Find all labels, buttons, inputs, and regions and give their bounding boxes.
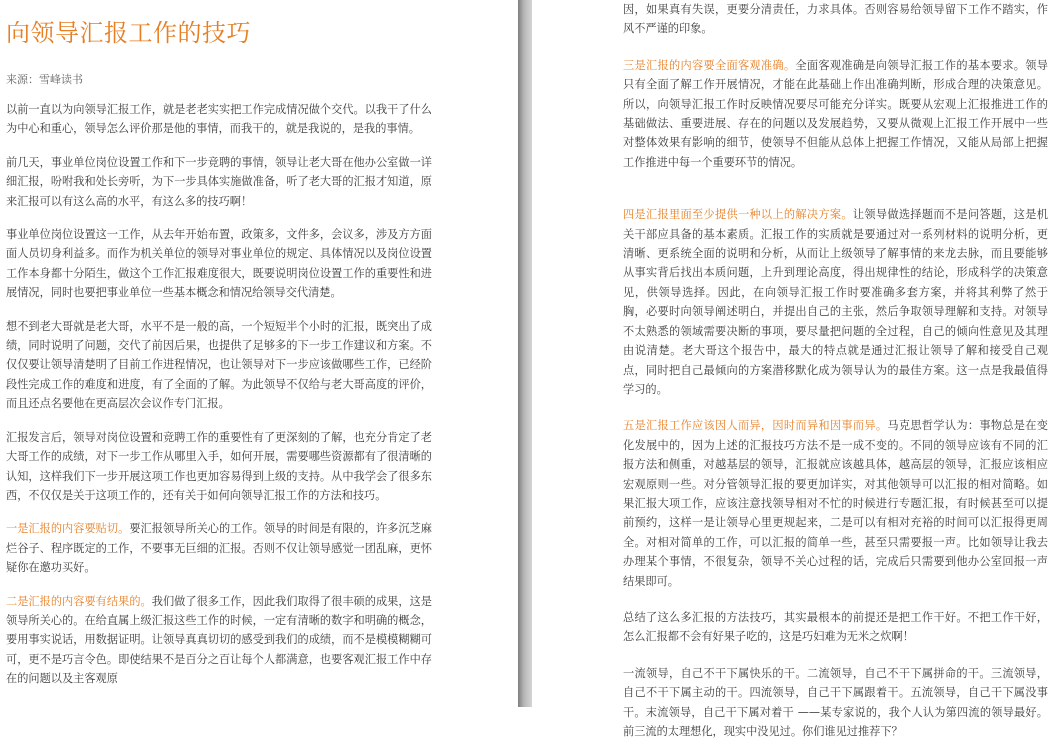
paragraph: 汇报发言后，领导对岗位设置和竞聘工作的重要性有了更深刻的了解，也充分肯定了老大哥工作的成绩，对下一步工作从哪里入手，如何开展，需要哪些资源都有了很清晰的认知，这样我们下一步开展这项工作也更加容易得到上级的支持。从中我学会了很多东西，不仅仅是关于这项工作的，还有关于如何向领导汇报工作的方法和技巧。 [6, 430, 432, 502]
article-source: 来源：雪峰读书 [6, 73, 83, 86]
paragraph-point-three: 三是汇报的内容要全面客观准确。全面客观准确是向领导汇报工作的基本要求。领导只有全面了解工作开展情况，才能在此基础上作出准确判断，形成合理的决策意见。所以，向领导汇报工作时反映情况要尽可能充分详实。既要从宏观上汇报推进工作的基础做法、重要进展、存在的问题以及发展趋势，又要从微观上汇报工作开展中一些对整体效果有影响的细节，使领导不但能从总体上把握工作情况，又能从局部上把握工作推进中每一个重要环节的情况。 [623, 58, 1048, 169]
paragraph-point-two: 二是汇报的内容要有结果的。我们做了很多工作，因此我们取得了很丰硕的成果，这是领导所关心的。在给直属上级汇报这些工作的时候，一定有清晰的数字和明确的概念，要用事实说话，用数据证明。让领导真真切切的感受到我们的成绩，而不是模模糊糊可可，更不是巧言令色。即使结果不是百分之百让每个人都满意，也要客观汇报工作中存在的问题以及主客观原 [6, 594, 432, 686]
paragraph: 事业单位岗位设置这一工作，从去年开始布置，政策多，文件多，会议多，涉及方方面面人员切身利益多。而作为机关单位的领导对事业单位的规定、具体情况以及岗位设置工作本身都十分陌生，做这个工作汇报难度很大，既要说明岗位设置工作的重要性和进展情况，同时也要把事业单位一些基本概念和情况给领导交代清楚。 [6, 228, 432, 300]
paragraph-point-four: 四是汇报里面至少提供一种以上的解决方案。让领导做选择题而不是问答题，这是机关干部应具备的基本素质。汇报工作的实质就是要通过对一系列材料的说明分析，更清晰、更系统全面的说明和分析，从而让上级领导了解事情的来龙去脉，而且要能够从事实背后找出本质问题，上升到理论高度，得出规律性的结论，形成科学的决策意见，供领导选择。因此，在向领导汇报工作时要准确多套方案，并将其利弊了然于胸，必要时向领导阐述明白，并提出自己的主张，然后争取领导理解和支持。对领导不太熟悉的领域需要决断的事项，要尽量把问题的全过程，自己的倾向性意见及其理由说清楚。老大哥这个报告中，最大的特点就是通过汇报让领导了解和接受自己观点，同时把自己最倾向的方案潜移默化成为领导认为的最佳方案。这一点是我最值得学习的。 [623, 208, 1048, 396]
paragraph: 一流领导，自己不干下属快乐的干。二流领导，自己不干下属拼命的干。三流领导，自己不干下属主动的干。四流领导，自己干下属跟着干。五流领导，自己干下属没事干。末流领导，自己干下属对着干 ——某专家说的，我个人认为第四流的领导最好。 前三流的太理想化，现实中没见过。你们谁见过推荐下？ [623, 666, 1048, 738]
blank-line [623, 189, 1048, 205]
article-title: 向领导汇报工作的技巧 [6, 19, 251, 47]
paragraph: 以前一直以为向领导汇报工作，就是老老实实把工作完成情况做个交代。以我干了什么为中心和重心，领导怎么评价那是他的事情，而我干的，就是我说的，是我的事情。 [6, 103, 432, 136]
paragraph-point-one: 一是汇报的内容要贴切。要汇报领导所关心的工作。领导的时间是有限的，许多沉芝麻烂谷子、程序既定的工作，不要事无巨细的汇报。否则不仅让领导感觉一团乱麻，更怀疑你在邀功买好。 [6, 522, 432, 575]
paragraph-point-five: 五是汇报工作应该因人而异，因时而异和因事而异。马克思哲学认为：事物总是在变化发展中的，因为上述的汇报技巧方法不是一成不变的。不同的领导应该有不同的汇报方法和侧重，对越基层的领导，汇报就应该越具体，越高层的领导，汇报应该相应宏观原则一些。对分管领导汇报的要更加详实，对其他领导可以汇报的相对简略。如果汇报大项工作，应该注意找领导相对不忙的时候进行专题汇报，有时候甚至可以提前预约，这样一是让领导心里更规起来，二是可以有相对充裕的时间可以汇报得更周全。对相对简单的工作，可以汇报的简单一些，甚至只需要报一声。比如领导让我去办理某个事情，不很复杂，领导不关心过程的话，完成后只需要到他办公室回报一声结果即可。 [623, 419, 1048, 588]
paragraph: 前几天，事业单位岗位设置工作和下一步竞聘的事情，领导让老大哥在他办公室做一详细汇报，吩咐我和处长旁听，为下一步具体实施做准备，听了老大哥的汇报才知道，原来汇报可以有这么高的水平，有这么多的技巧啊！ [6, 155, 432, 208]
point-heading: 五是汇报工作应该因人而异，因时而异和因事而异。 [623, 419, 888, 433]
point-heading: 三是汇报的内容要全面客观准确。 [623, 58, 796, 72]
paragraph: 总结了这么多汇报的方法技巧，其实最根本的前提还是把工作干好。不把工作干好，怎么汇报都不会有好果子吃的，这是巧妇难为无米之炊啊！ [623, 610, 1048, 644]
right-page [532, 0, 1062, 738]
point-heading: 四是汇报里面至少提供一种以上的解决方案。 [623, 208, 853, 222]
paragraph: 因，如果真有失误，更要分清责任，力求具体。否则容易给领导留下工作不踏实，作风不严谨的印象。 [623, 3, 1048, 36]
point-heading: 一是汇报的内容要贴切。 [6, 522, 130, 536]
point-heading: 二是汇报的内容要有结果的。 [6, 594, 152, 608]
left-page [0, 0, 518, 707]
page-divider [518, 0, 532, 707]
paragraph: 想不到老大哥就是老大哥，水平不是一般的高，一个短短半个小时的汇报，既突出了成绩，同时说明了问题，交代了前因后果，也提供了足够多的下一步工作建议和方案。不仅仅要让领导清楚明了目前工作进程情况，也让领导对下一步应该做哪些工作，已经阶段性完成工作的难度和进度，有了全面的了解。为此领导不仅给与老大哥高度的评价，而且还点名要他在更高层次会议作专门汇报。 [6, 319, 432, 411]
